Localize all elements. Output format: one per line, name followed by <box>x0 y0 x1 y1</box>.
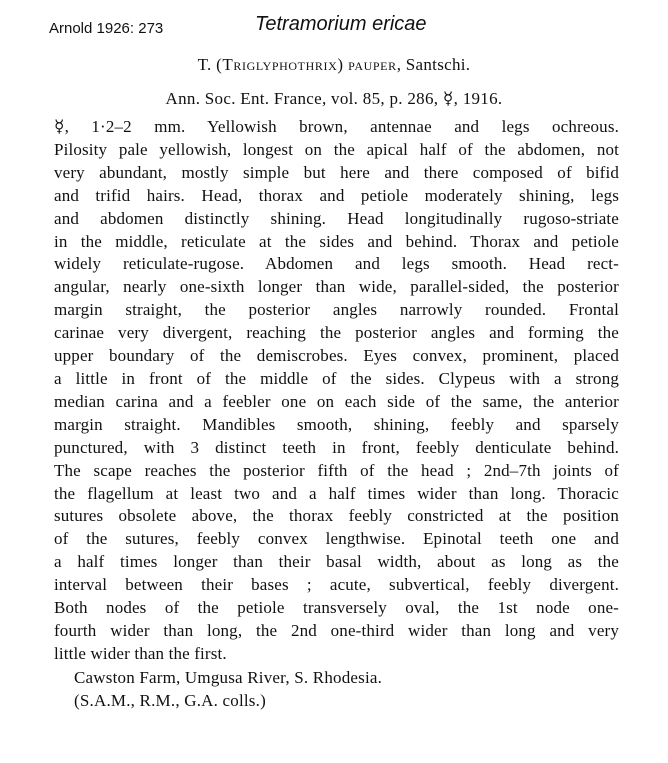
description-line: margin straight, the posterior angles narrowly rounded. Frontal <box>54 300 619 320</box>
description-line: interval between their bases ; acute, subvertical, feebly divergent. <box>54 575 619 595</box>
description-line: in the middle, reticulate at the sides and behind. Thorax and petiole <box>54 231 619 251</box>
description-line: punctured, with 3 distinct teeth in front, feebly denticulate behind. <box>54 437 619 457</box>
description-line: very abundant, mostly simple but here and there composed of bifid <box>54 162 619 182</box>
description-line: a half times longer than their basal width, about as long as the <box>54 552 619 572</box>
collectors: (S.A.M., R.M., G.A. colls.) <box>74 691 266 710</box>
description-line: median carina and a feebler one on each side of the same, the anterior <box>54 391 619 411</box>
description-line: carinae very divergent, reaching the posterior angles and forming the <box>54 323 619 343</box>
description-line: little wider than the first. <box>54 643 227 663</box>
description-line: a little in front of the middle of the sides. Clypeus with a strong <box>54 368 619 388</box>
description-line: the flagellum at least two and a half times wider than long. Thoracic <box>54 483 619 503</box>
taxon-genus: T. <box>197 55 212 74</box>
description-line: upper boundary of the demiscrobes. Eyes convex, prominent, placed <box>54 346 619 366</box>
description-line: Pilosity pale yellowish, longest on the apical half of the abdomen, not <box>54 139 619 159</box>
description-line: fourth wider than long, the 2nd one-third wider than long and very <box>54 620 619 640</box>
citation: Ann. Soc. Ent. France, vol. 85, p. 286, ☿, 1916. <box>165 89 503 108</box>
header-reference: Arnold 1926: 273 <box>49 20 164 37</box>
description-line: of the sutures, feebly convex lengthwise. Epinotal teeth one and <box>54 529 619 549</box>
description-line: The scape reaches the posterior fifth of the head ; 2nd–7th joints of <box>54 460 619 480</box>
description-line: sutures obsolete above, the thorax feebly constricted at the position <box>54 506 619 526</box>
taxon-author: , Santschi. <box>396 55 471 74</box>
description-line: angular, nearly one-sixth longer than wide, parallel-sided, the posterior <box>54 277 619 297</box>
taxon-subgenus: (Triglyphothrix) <box>216 55 344 74</box>
description-line: Both nodes of the petiole transversely oval, the 1st node one- <box>54 598 619 618</box>
description-line: ☿, 1·2–2 mm. Yellowish brown, antennae and legs ochreous. <box>54 117 619 136</box>
locality: Cawston Farm, Umgusa River, S. Rhodesia. <box>74 668 383 687</box>
taxon-heading <box>0 55 668 75</box>
taxon-species: pauper <box>348 55 397 74</box>
description-paragraph <box>54 116 619 666</box>
description-line: and trifid hairs. Head, thorax and petiole moderately shining, legs <box>54 185 619 205</box>
description-line: widely reticulate-rugose. Abdomen and legs smooth. Head rect- <box>54 254 619 274</box>
header-species-title: Tetramorium ericae <box>255 13 427 35</box>
description-line: margin straight. Mandibles smooth, shining, feebly and sparsely <box>54 414 619 434</box>
description-line: and abdomen distinctly shining. Head longitudinally rugoso-striate <box>54 208 619 228</box>
